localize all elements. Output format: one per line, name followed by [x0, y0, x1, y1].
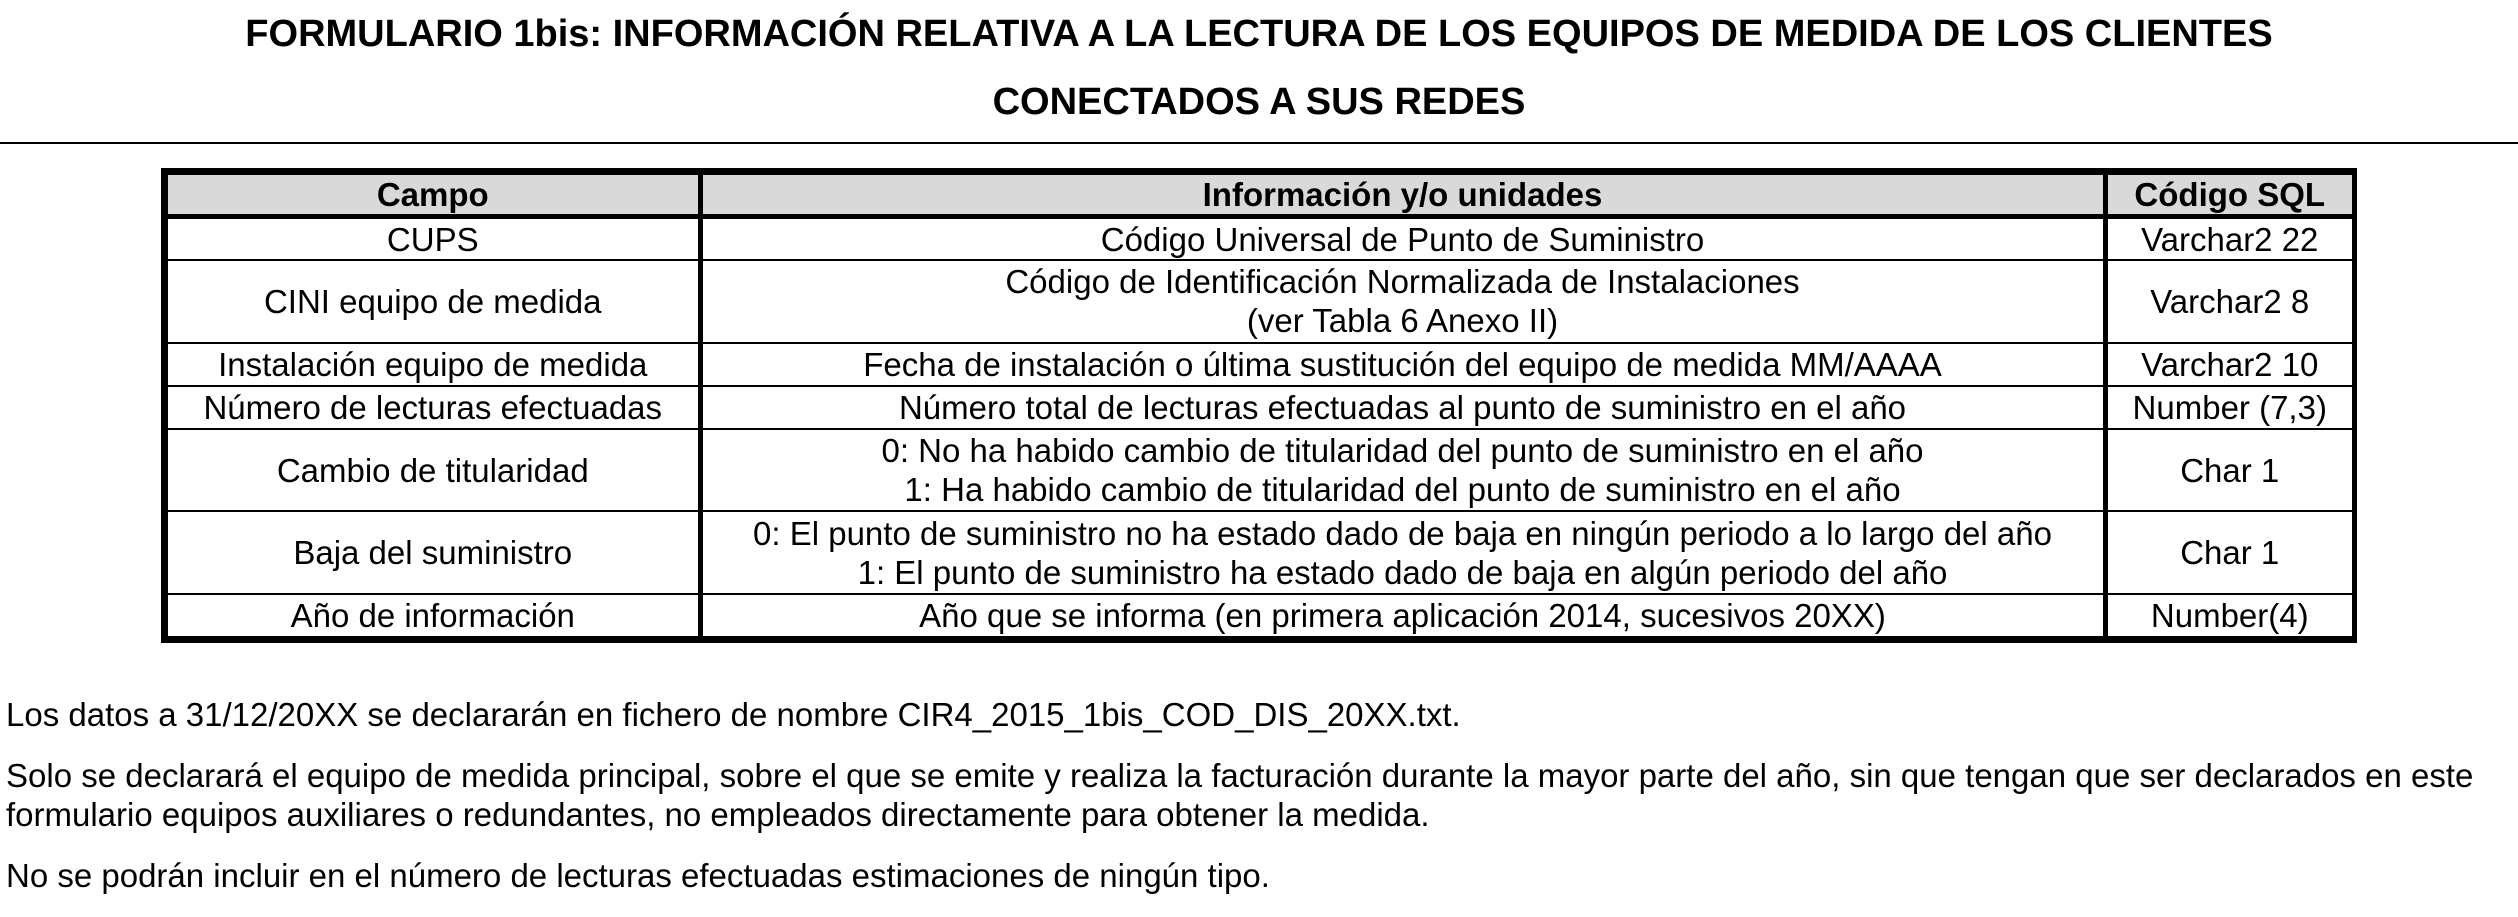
page-title-line-1: FORMULARIO 1bis: INFORMACIÓN RELATIVA A LA LECTURA DE LOS EQUIPOS DE MEDIDA DE LOS CLIENTES: [245, 13, 2273, 55]
table-row: [167, 386, 2353, 429]
cell-informacion-line: (ver Tabla 6 Anexo II): [1246, 302, 1559, 340]
cell-informacion: [700, 429, 2105, 511]
cell-campo: Cambio de titularidad: [167, 429, 700, 511]
cell-codigo-sql: Varchar2 10: [2105, 343, 2353, 386]
table-header-row: [167, 174, 2353, 217]
cell-informacion: [700, 511, 2105, 593]
cell-campo: Año de información: [167, 594, 700, 637]
column-header-campo: Campo: [167, 174, 700, 217]
column-header-informacion: Información y/o unidades: [700, 174, 2105, 217]
fields-table: [166, 173, 2354, 638]
cell-informacion: [700, 260, 2105, 342]
note-paragraph: Solo se declarará el equipo de medida principal, sobre el que se emite y realiza la facturación durante la mayor parte del año, sin que tengan que ser declarados en este formulario equipos auxiliares o redundantes, no empleados directamente para obtener la medida.: [6, 757, 2474, 833]
cell-informacion-line: Código de Identificación Normalizada de Instalaciones: [1005, 263, 1800, 301]
column-header-codigo-sql: Código SQL: [2105, 174, 2353, 217]
page-title: [0, 0, 2518, 136]
cell-informacion: [700, 343, 2105, 386]
cell-informacion-line: Fecha de instalación o última sustitución del equipo de medida MM/AAAA: [863, 345, 1942, 383]
cell-codigo-sql: Char 1: [2105, 511, 2353, 593]
cell-codigo-sql: Number (7,3): [2105, 386, 2353, 429]
notes-section: [6, 695, 2512, 917]
horizontal-divider: [0, 142, 2518, 144]
table-row: [167, 594, 2353, 637]
cell-informacion: [700, 217, 2105, 261]
cell-codigo-sql: Char 1: [2105, 429, 2353, 511]
table-row: [167, 343, 2353, 386]
cell-codigo-sql: Number(4): [2105, 594, 2353, 637]
cell-informacion-line: 0: No ha habido cambio de titularidad del punto de suministro en el año: [881, 432, 1924, 470]
cell-informacion-line: 1: El punto de suministro ha estado dado de baja en algún periodo del año: [857, 553, 1948, 591]
table-row: [167, 260, 2353, 342]
cell-informacion-line: Número total de lecturas efectuadas al punto de suministro en el año: [898, 388, 1907, 426]
cell-informacion-line: 0: El punto de suministro no ha estado dado de baja en ningún periodo a lo largo del año: [753, 514, 2052, 552]
cell-informacion-line: Código Universal de Punto de Suministro: [1100, 220, 1705, 258]
cell-campo: Número de lecturas efectuadas: [167, 386, 700, 429]
cell-informacion-line: Año que se informa (en primera aplicación 2014, sucesivos 20XX): [919, 596, 1886, 634]
cell-informacion: [700, 386, 2105, 429]
cell-campo: Instalación equipo de medida: [167, 343, 700, 386]
cell-campo: CINI equipo de medida: [167, 260, 700, 342]
fields-table-frame: [161, 168, 2357, 643]
cell-codigo-sql: Varchar2 8: [2105, 260, 2353, 342]
cell-informacion-line: 1: Ha habido cambio de titularidad del punto de suministro en el año: [904, 471, 1901, 509]
note-paragraph: Los datos a 31/12/20XX se declararán en fichero de nombre CIR4_2015_1bis_COD_DIS_20XX.txt.: [6, 696, 1461, 733]
cell-codigo-sql: Varchar2 22: [2105, 217, 2353, 261]
cell-campo: CUPS: [167, 217, 700, 261]
page-title-line-2: CONECTADOS A SUS REDES: [992, 81, 1526, 123]
cell-campo: Baja del suministro: [167, 511, 700, 593]
table-row: [167, 217, 2353, 261]
table-row: [167, 429, 2353, 511]
cell-informacion: [700, 594, 2105, 637]
note-paragraph: No se podrán incluir en el número de lecturas efectuadas estimaciones de ningún tipo.: [6, 857, 1270, 894]
table-row: [167, 511, 2353, 593]
